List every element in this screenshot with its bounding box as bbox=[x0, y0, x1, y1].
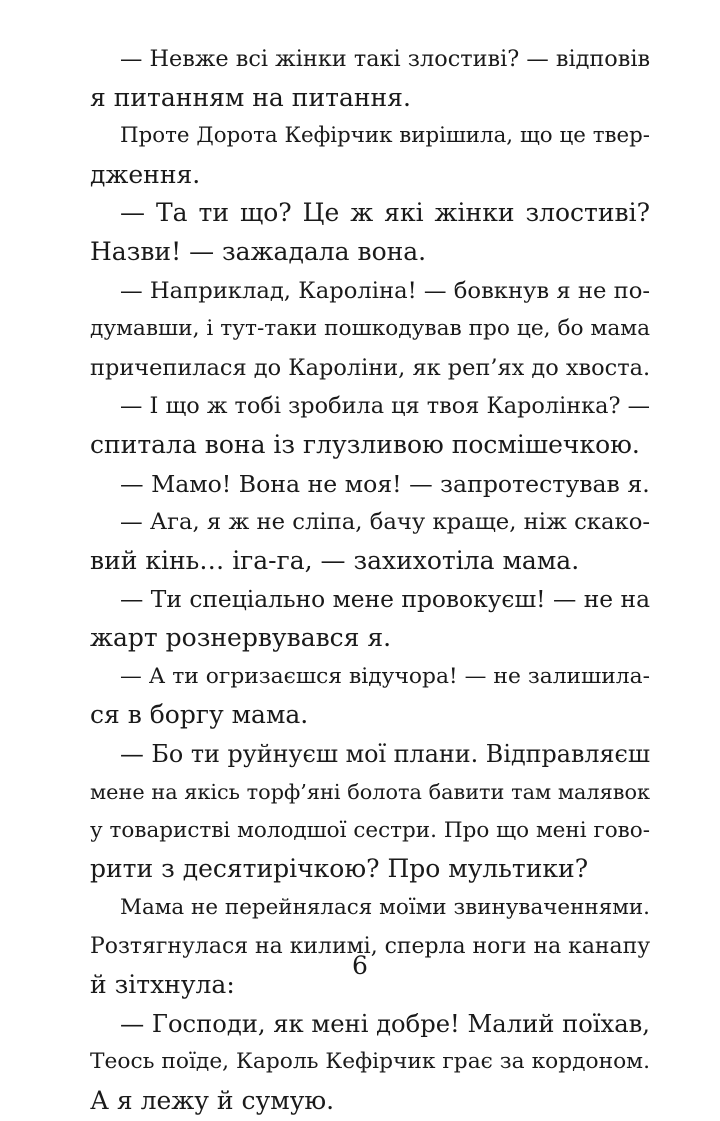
text-line: — Мамо! Вона не моя! — запротестував я. bbox=[120, 469, 650, 498]
text-line: — Ага, я ж не сліпа, бачу краще, ніж скако- bbox=[120, 509, 651, 536]
text-line: — Наприклад, Кароліна! — бовкнув я не по- bbox=[120, 277, 650, 304]
text-line: — Невже всі жінки такі злостиві? — відповів bbox=[120, 46, 651, 72]
text-line: Проте Дорота Кефірчик вирішила, що це твер- bbox=[120, 123, 650, 149]
text-line: спитала вона із глузливою посмішечкою. bbox=[90, 429, 640, 459]
text-line: я питанням на питання. bbox=[90, 82, 411, 112]
text-line: ся в боргу мама. bbox=[90, 700, 309, 730]
text-line: у товаристві молодшої сестри. Про що мені гово- bbox=[90, 817, 650, 843]
page-number: 6 bbox=[352, 951, 368, 980]
text-line: рити з десятирічкою? Про мультики? bbox=[90, 854, 589, 884]
text-line: причепилася до Кароліни, як реп’ях до хвоста. bbox=[90, 354, 651, 381]
text-line: думавши, і тут-таки пошкодував про це, бо мама bbox=[90, 316, 650, 342]
text-line: — А ти огризаєшся відучора! — не залишила- bbox=[120, 663, 650, 689]
text-line: й зітхнула: bbox=[90, 970, 235, 1000]
text-line: Розтягнулася на килимі, сперла ноги на канапу bbox=[90, 933, 651, 959]
text-line: мене на якісь торф’яні болота бавити там малявок bbox=[90, 780, 650, 805]
text-line: А я лежу й сумую. bbox=[90, 1086, 335, 1116]
text-line: — Та ти що? Це ж які жінки злостиві? bbox=[120, 198, 650, 228]
text-line: — Ти спеціально мене провокуєш! — не на bbox=[120, 585, 650, 614]
text-line: — Господи, як мені добре! Малий поїхав, bbox=[120, 1009, 650, 1038]
text-line: — І що ж тобі зробила ця твоя Каролінка? — bbox=[120, 393, 650, 420]
text-line: Теось поїде, Кароль Кефірчик грає за кордоном. bbox=[90, 1049, 650, 1075]
text-line: — Бо ти руйнуєш мої плани. Відправляєш bbox=[120, 739, 651, 768]
text-line: вий кінь… іга-га, — захихотіла мама. bbox=[90, 545, 580, 575]
text-line: дження. bbox=[90, 159, 201, 189]
text-line: Мама не перейнялася моїми звинуваченнями. bbox=[120, 895, 650, 921]
text-line: Назви! — зажадала вона. bbox=[90, 236, 427, 266]
text-line: жарт рознервувався я. bbox=[90, 622, 392, 652]
